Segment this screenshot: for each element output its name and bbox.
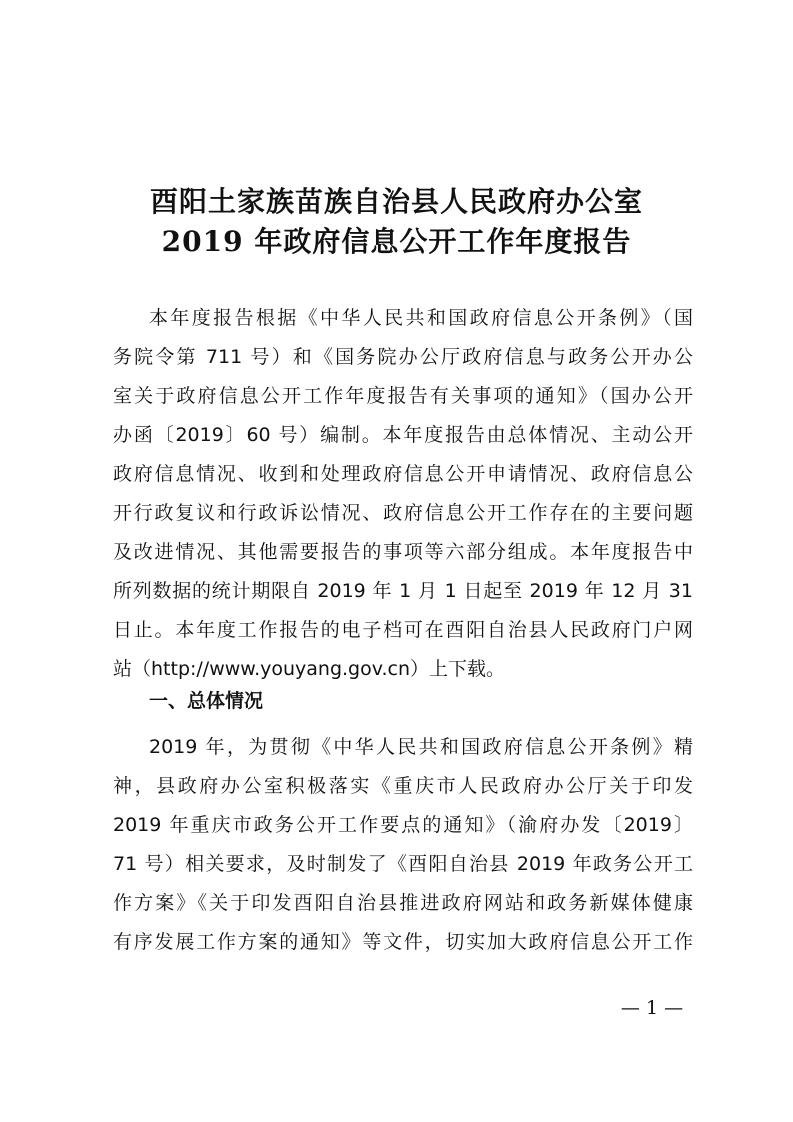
section-paragraph-line: 有序发展工作方案的通知》等文件，切实加大政府信息公开工作 [113, 931, 693, 953]
intro-paragraph-line: 日止。本年度工作报告的电子档可在酉阳自治县人民政府门户网 [113, 619, 693, 641]
intro-paragraph-line: 政府信息情况、收到和处理政府信息公开申请情况、政府信息公 [113, 463, 693, 485]
intro-paragraph-line: 办函〔2019〕60 号）编制。本年度报告由总体情况、主动公开 [113, 424, 693, 446]
intro-paragraph-line: 室关于政府信息公开工作年度报告有关事项的通知》（国办公开 [113, 385, 693, 407]
document-title-line-1: 酉阳土家族苗族自治县人民政府办公室 [149, 185, 643, 218]
intro-paragraph-line: 站（http://www.youyang.gov.cn）上下载。 [113, 658, 506, 680]
page-number: — 1 — [620, 997, 684, 1019]
section-heading: 一、总体情况 [149, 690, 264, 712]
section-paragraph-line: 神，县政府办公室积极落实《重庆市人民政府办公厅关于印发 [113, 775, 693, 797]
intro-paragraph-line: 及改进情况、其他需要报告的事项等六部分组成。本年度报告中 [113, 541, 693, 563]
section-paragraph-line: 71 号）相关要求，及时制发了《酉阳自治县 2019 年政务公开工 [113, 853, 693, 875]
intro-paragraph-line: 本年度报告根据《中华人民共和国政府信息公开条例》（国 [149, 307, 693, 329]
intro-paragraph-line: 开行政复议和行政诉讼情况、政府信息公开工作存在的主要问题 [113, 502, 693, 524]
section-paragraph-line: 2019 年，为贯彻《中华人民共和国政府信息公开条例》精 [149, 736, 693, 758]
section-paragraph-line: 2019 年重庆市政务公开工作要点的通知》（渝府办发〔2019〕 [113, 814, 693, 836]
intro-paragraph-line: 所列数据的统计期限自 2019 年 1 月 1 日起至 2019 年 12 月 31 [113, 580, 693, 602]
document-title-line-2: 2019 年政府信息公开工作年度报告 [161, 225, 632, 258]
intro-paragraph-line: 务院令第 711 号）和《国务院办公厅政府信息与政务公开办公 [113, 346, 693, 368]
section-paragraph-line: 作方案》《关于印发酉阳自治县推进政府网站和政务新媒体健康 [113, 892, 693, 914]
